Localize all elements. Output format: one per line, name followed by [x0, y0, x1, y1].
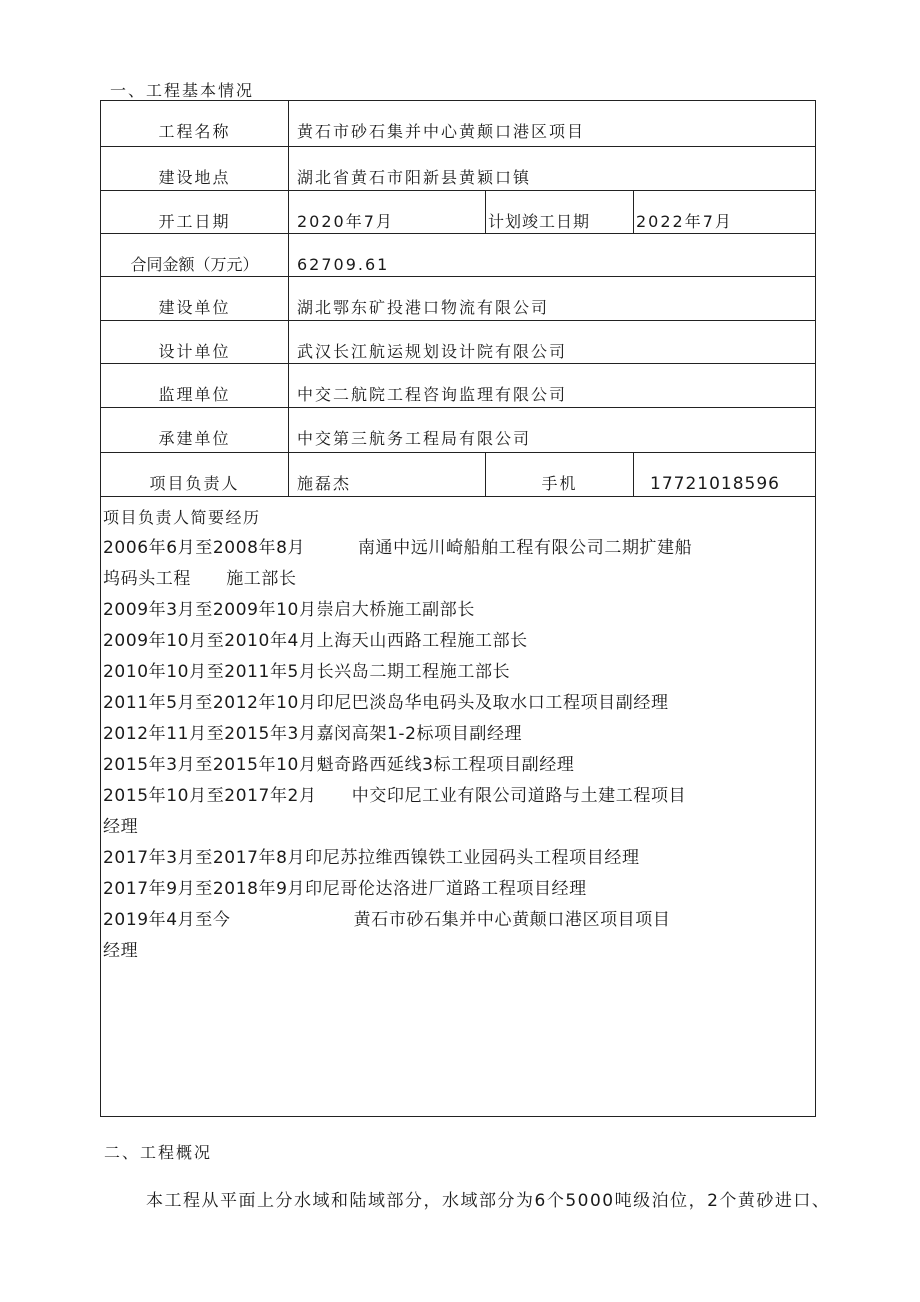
section-1-title: 一、工程基本情况: [110, 81, 255, 100]
row-contractor: [101, 408, 815, 453]
contract-amount-value: 62709.61: [297, 255, 390, 274]
experience-line: 2015年3月至2015年10月魁奇路西延线3标工程项目副经理: [103, 755, 575, 775]
experience-line: 2009年10月至2010年4月上海天山西路工程施工部长: [103, 631, 528, 651]
supervisor-value: 中交二航院工程咨询监理有限公司: [297, 385, 568, 404]
row-amount: [101, 234, 815, 277]
owner-value: 湖北鄂东矿投港口物流有限公司: [297, 298, 550, 317]
row-manager: [101, 453, 815, 497]
experience-line: 2011年5月至2012年10月印尼巴淡岛华电码头及取水口工程项目副经理: [103, 693, 669, 713]
experience-line: 2009年3月至2009年10月崇启大桥施工副部长: [103, 600, 475, 620]
row-location: [101, 147, 815, 191]
project-info-form: [100, 100, 816, 1117]
row-supervisor: [101, 364, 815, 408]
row-project-name: [101, 101, 815, 147]
start-date-label: 开工日期: [101, 191, 289, 233]
project-name-value: 黄石市砂石集并中心黄颠口港区项目: [297, 122, 586, 141]
manager-experience: [103, 502, 803, 967]
planned-completion-value: 2022年7月: [633, 191, 815, 233]
phone-label: 手机: [485, 453, 633, 496]
contractor-value: 中交第三航务工程局有限公司: [297, 429, 532, 448]
experience-line: 2017年9月至2018年9月印尼哥伦达洛进厂道路工程项目经理: [103, 879, 587, 899]
owner-label: 建设单位: [101, 277, 289, 320]
row-owner: [101, 277, 815, 321]
experience-line: 2015年10月至2017年2月 中交印尼工业有限公司道路与土建工程项目: [103, 786, 687, 806]
project-name-label: 工程名称: [101, 101, 289, 146]
contractor-label: 承建单位: [101, 408, 289, 452]
location-label: 建设地点: [101, 147, 289, 190]
start-date-value: 2020年7月: [297, 212, 394, 231]
experience-line: 坞码头工程 施工部长: [103, 569, 297, 589]
contract-amount-label: 合同金额（万元）: [101, 234, 289, 276]
row-dates: [101, 191, 815, 234]
designer-value: 武汉长江航运规划设计院有限公司: [297, 342, 568, 361]
manager-value: 施磊杰: [297, 474, 352, 493]
designer-label: 设计单位: [101, 321, 289, 363]
experience-line: 2006年6月至2008年8月 南通中远川崎船舶工程有限公司二期扩建船: [103, 538, 693, 558]
experience-line: 2010年10月至2011年5月长兴岛二期工程施工部长: [103, 662, 511, 682]
experience-line: 经理: [103, 941, 139, 961]
manager-label: 项目负责人: [101, 453, 289, 496]
section-2-title: 二、工程概况: [104, 1143, 213, 1162]
experience-line: 2017年3月至2017年8月印尼苏拉维西镍铁工业园码头工程项目经理: [103, 848, 640, 868]
location-value: 湖北省黄石市阳新县黄颖口镇: [297, 168, 532, 187]
experience-line: 经理: [103, 817, 139, 837]
experience-line: 2019年4月至今 黄石市砂石集并中心黄颠口港区项目项目: [103, 910, 671, 930]
section-2-paragraph: 本工程从平面上分水域和陆域部分，水域部分为6个5000吨级泊位，2个黄砂进口、: [146, 1191, 831, 1211]
planned-completion-label: 计划竣工日期: [485, 191, 633, 233]
row-designer: [101, 321, 815, 364]
supervisor-label: 监理单位: [101, 364, 289, 407]
phone-value: 17721018596: [633, 453, 815, 496]
experience-line: 2012年11月至2015年3月嘉闵高架1-2标项目副经理: [103, 724, 523, 744]
experience-title: 项目负责人简要经历: [103, 508, 261, 527]
